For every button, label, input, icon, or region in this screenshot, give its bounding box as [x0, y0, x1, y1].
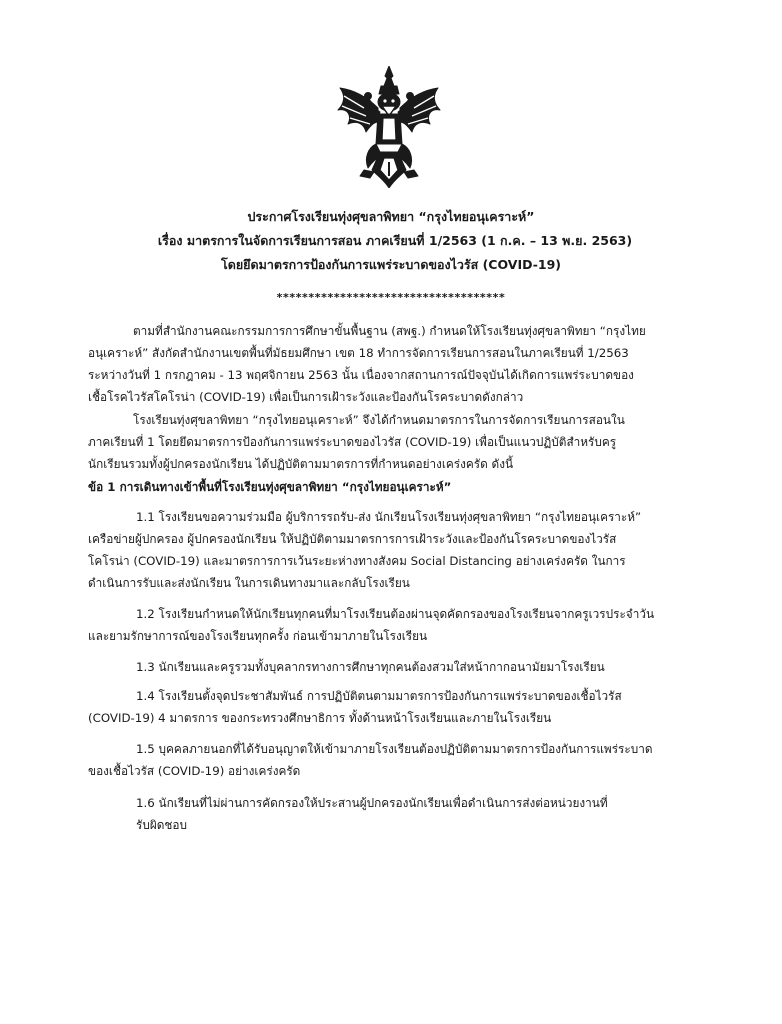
text-line: รับผิดชอบ	[136, 818, 187, 832]
text-line: (COVID-19) 4 มาตรการ ของกระทรวงศึกษาธิการ ทั้งด้านหน้าโรงเรียนและภายในโรงเรียน	[88, 711, 552, 725]
text-line: โคโรน่า (COVID-19) และมาตรการการเว้นระยะห่างทางสังคม Social Distancing อย่างเคร่งครัด ในการ	[88, 554, 626, 568]
text-line: 1.6 นักเรียนที่ไม่ผ่านการคัดกรองให้ประสานผู้ปกครองนักเรียนเพื่อดำเนินการส่งต่อหน่วยงานที่	[136, 796, 608, 810]
announcement-subject: เรื่อง มาตรการในจัดการเรียนการสอน ภาคเรียนที่ 1/2563 (1 ก.ค. – 13 พ.ย. 2563)	[157, 233, 633, 248]
item-1-3	[88, 656, 708, 678]
intro-paragraph-2	[88, 409, 708, 475]
announcement-header	[0, 205, 782, 277]
text-line: นักเรียนรวมทั้งผู้ปกครองนักเรียน ได้ปฏิบัติตามมาตรการที่กำหนดอย่างเคร่งครัด ดังนี้	[88, 457, 514, 471]
text-line: ตามที่สำนักงานคณะกรรมการการศึกษาขั้นพื้นฐาน (สพฐ.) กำหนดให้โรงเรียนทุ่งศุขลาพิทยา “กรุงไทย	[133, 324, 646, 338]
text-line: 1.3 นักเรียนและครูรวมทั้งบุคลากรทางการศึกษาทุกคนต้องสวมใส่หน้ากากอนามัยมาโรงเรียน	[136, 660, 605, 674]
item-1-4	[88, 685, 708, 729]
item-1-2	[88, 603, 708, 647]
announcement-title: ประกาศโรงเรียนทุ่งศุขลาพิทยา “กรุงไทยอนุเคราะห์”	[247, 209, 535, 224]
text-line: 1.5 บุคคลภายนอกที่ได้รับอนุญาตให้เข้ามาภายโรงเรียนต้องปฏิบัติตามมาตรการป้องกันการแพร่ระบาด	[136, 742, 653, 756]
announcement-subtitle: โดยยึดมาตรการป้องกันการแพร่ระบาดของไวรัส (COVID-19)	[220, 257, 562, 272]
text-line: 1.1 โรงเรียนขอความร่วมมือ ผู้บริการรถรับ-ส่ง นักเรียนโรงเรียนทุ่งศุขลาพิทยา “กรุงไทยอนุเคราะห์”	[136, 510, 642, 524]
text-line: เครือข่ายผู้ปกครอง ผู้ปกครองนักเรียน ให้ปฏิบัติตามมาตรการการเฝ้าระวังและป้องกันโรคระบาดของไวรัส	[88, 532, 617, 546]
text-line: 1.4 โรงเรียนตั้งจุดประชาสัมพันธ์ การปฏิบัติตนตามมาตรการป้องกันการแพร่ระบาดของเชื้อไวรัส	[136, 689, 622, 703]
text-line: ภาคเรียนที่ 1 โดยยึดมาตรการป้องกันการแพร่ระบาดของไวรัส (COVID-19) เพื่อเป็นแนวปฏิบัติสำหรับครู	[88, 435, 617, 449]
item-1-5	[88, 738, 708, 782]
text-line: เชื้อโรคไวรัสโคโรน่า (COVID-19) เพื่อเป็นการเฝ้าระวังและป้องกันโรคระบาดดังกล่าว	[88, 390, 524, 404]
item-1-6	[88, 792, 708, 836]
text-line: ดำเนินการรับและส่งนักเรียน ในการเดินทางมาและกลับโรงเรียน	[88, 576, 410, 590]
text-line: โรงเรียนทุ่งศุขลาพิทยา “กรุงไทยอนุเคราะห์” จึงได้กำหนดมาตรการในการจัดการเรียนการสอนใน	[133, 413, 625, 427]
item-1-1	[88, 506, 708, 594]
garuda-emblem-icon	[336, 66, 442, 188]
text-line: 1.2 โรงเรียนกำหนดให้นักเรียนทุกคนที่มาโรงเรียนต้องผ่านจุดคัดกรองของโรงเรียนจากครูเวรประจำวัน	[136, 607, 655, 621]
text-line: ของเชื้อไวรัส (COVID-19) อย่างเคร่งครัด	[88, 764, 301, 778]
star-separator: ************************************	[276, 291, 506, 304]
section-1	[88, 476, 708, 498]
text-line: และยามรักษาการณ์ของโรงเรียนทุกครั้ง ก่อนเข้ามาภายในโรงเรียน	[88, 629, 428, 643]
text-line: ระหว่างวันที่ 1 กรกฎาคม - 13 พฤศจิกายน 2563 นั้น เนื่องจากสถานการณ์ปัจจุบันได้เกิดการแพร่ระบาดของ	[88, 368, 634, 382]
text-line: อนุเคราะห์” สังกัดสำนักงานเขตพื้นที่มัธยมศึกษา เขต 18 ทำการจัดการเรียนการสอนในภาคเรียนที่ 1/2563	[88, 346, 629, 360]
section-1-heading: ข้อ 1 การเดินทางเข้าพื้นที่โรงเรียนทุ่งศุขลาพิทยา “กรุงไทยอนุเคราะห์”	[88, 480, 452, 494]
intro-paragraph-1	[88, 320, 708, 408]
